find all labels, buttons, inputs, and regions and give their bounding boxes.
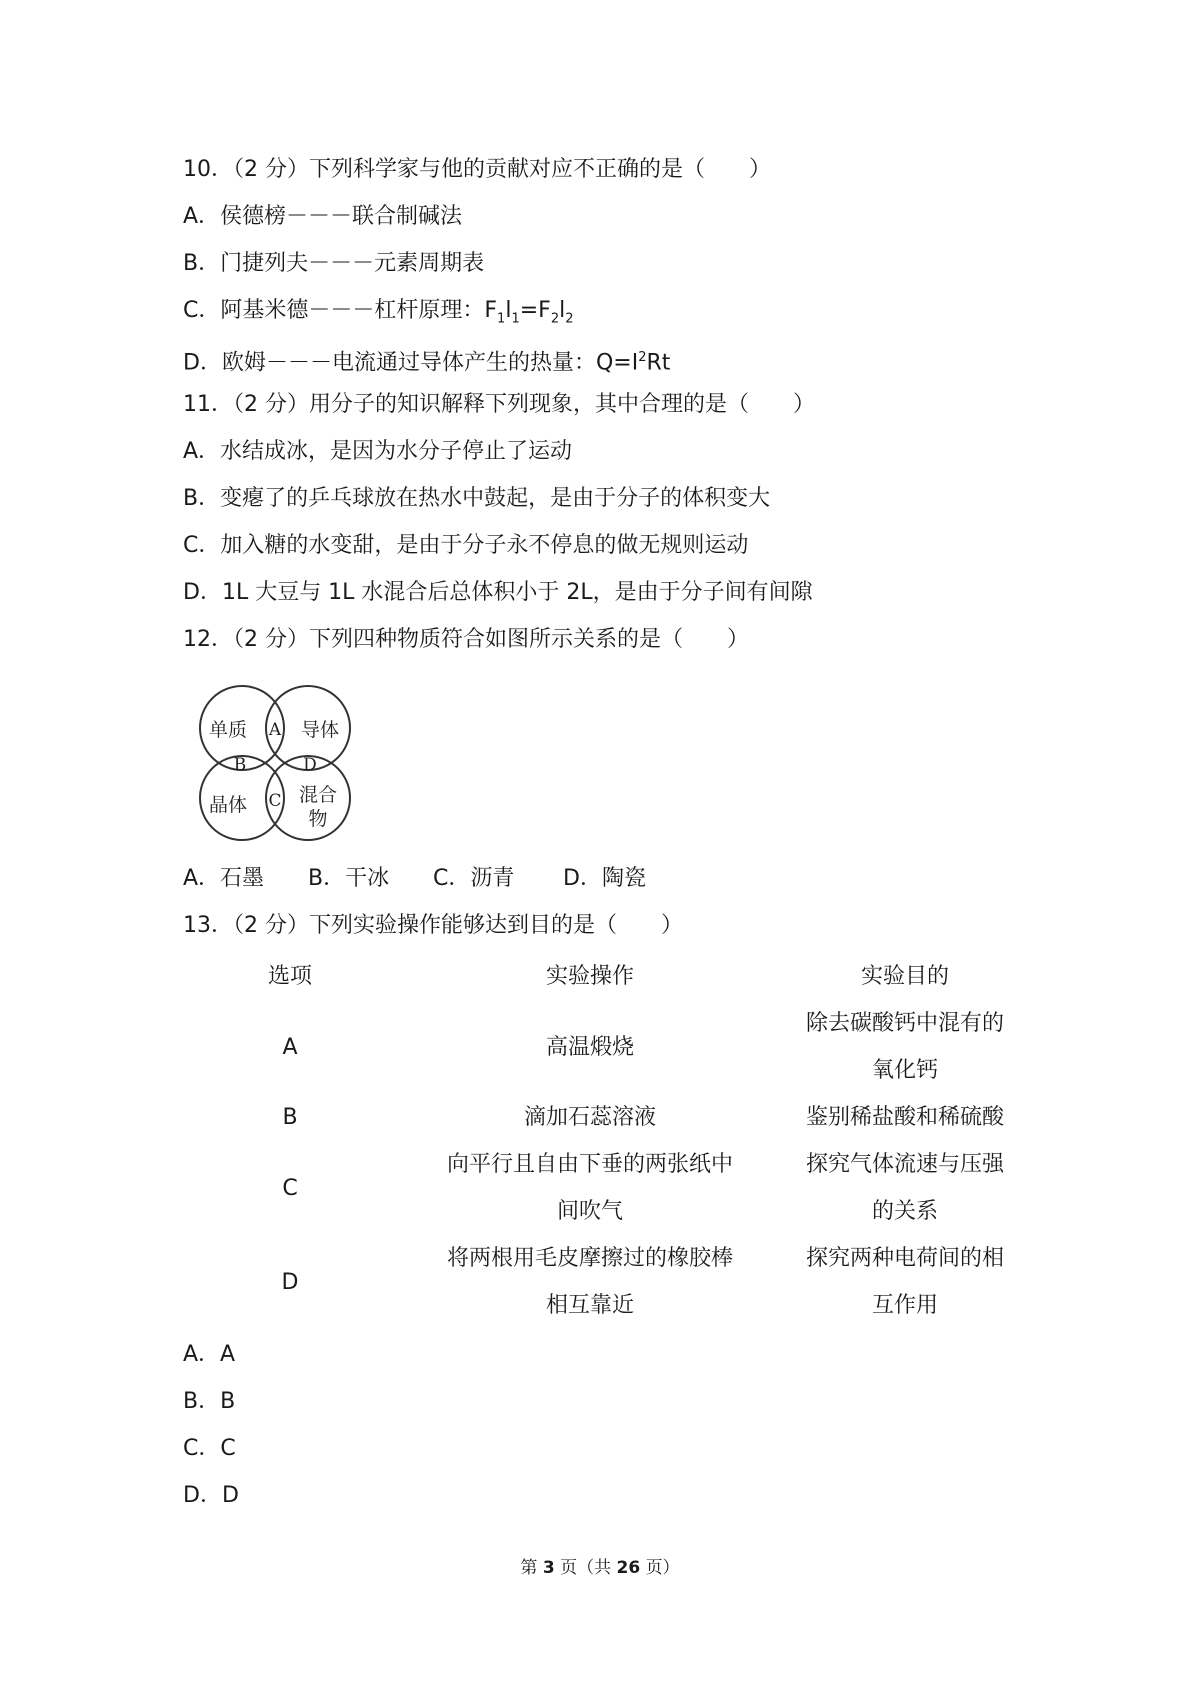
table-row-c-goal-2: 的关系 (871, 1199, 938, 1224)
venn-diagram (190, 683, 370, 843)
table-row-d-operation-2: 相互靠近 (545, 1293, 634, 1318)
q12-stem: 12．（2 分）下列四种物质符合如图所示关系的是（ ） (183, 627, 749, 652)
q11-option-a: A．水结成冰，是因为水分子停止了运动 (183, 439, 573, 464)
table-row-d-goal-2: 互作用 (871, 1293, 938, 1318)
venn-region-b: B (233, 755, 247, 775)
q10-option-b: B．门捷列夫－－－元素周期表 (183, 251, 485, 276)
q12-options (183, 864, 646, 894)
table-row-a-option: A (282, 1035, 298, 1060)
table-row-a-goal-1: 除去碳酸钙中混有的 (805, 1011, 1004, 1036)
table-row-d-operation-1: 将两根用毛皮摩擦过的橡胶棒 (446, 1246, 733, 1271)
q11-option-d: D．1L 大豆与 1L 水混合后总体积小于 2L，是由于分子间有间隙 (183, 580, 813, 605)
venn-label-mixture-1: 混合 (298, 784, 338, 806)
venn-region-a: A (268, 720, 282, 740)
table-row-a-operation: 高温煅烧 (545, 1035, 634, 1060)
q12-option-b: B．干冰 (308, 866, 390, 891)
q13-stem: 13．（2 分）下列实验操作能够达到目的是（ ） (183, 913, 683, 938)
venn-label-element: 单质 (208, 719, 248, 741)
q11-stem: 11．（2 分）用分子的知识解释下列现象，其中合理的是（ ） (183, 392, 815, 417)
q10-option-c: C．阿基米德－－－杠杆原理：$F_1l_1=F_2l_2$ (183, 298, 574, 327)
total-pages: 26 (616, 1558, 641, 1578)
q10-option-a: A．侯德榜－－－联合制碱法 (183, 204, 463, 229)
q10-option-d: D．欧姆－－－电流通过导体产生的热量：$Q=I^2Rt$ (183, 350, 671, 376)
page-footer: 第 3 页（共 26 页） (520, 1558, 680, 1578)
table-row-c-option: C (282, 1176, 298, 1201)
q13-answer-b: B．B (183, 1389, 236, 1414)
q13-answer-a: A．A (183, 1342, 236, 1367)
table-row-c-operation-2: 间吹气 (556, 1199, 623, 1224)
table-row-a-goal-2: 氧化钙 (871, 1058, 938, 1083)
table-row-b-option: B (282, 1105, 298, 1130)
q11-option-c: C．加入糖的水变甜，是由于分子永不停息的做无规则运动 (183, 533, 749, 558)
table-row-c-operation-1: 向平行且自由下垂的两张纸中 (446, 1152, 733, 1177)
venn-label-mixture-2: 物 (308, 808, 328, 830)
table-row-d-option: D (281, 1270, 299, 1295)
q11-option-b: B．变瘪了的乒乓球放在热水中鼓起，是由于分子的体积变大 (183, 486, 771, 511)
table-row-d-goal-1: 探究两种电荷间的相 (805, 1246, 1004, 1271)
table-header-option: 选项 (267, 964, 312, 989)
q10-stem: 10．（2 分）下列科学家与他的贡献对应不正确的是（ ） (183, 157, 771, 182)
table-header-goal: 实验目的 (860, 964, 949, 989)
venn-region-c: C (268, 791, 282, 811)
venn-label-crystal: 晶体 (208, 794, 248, 816)
q12-option-c: C．沥青 (433, 866, 515, 891)
q13-answer-c: C．C (183, 1436, 236, 1461)
venn-label-conductor: 导体 (300, 719, 340, 741)
current-page: 3 (542, 1558, 555, 1578)
q12-option-d: D．陶瓷 (563, 866, 646, 891)
table-row-b-goal: 鉴别稀盐酸和稀硫酸 (805, 1105, 1004, 1130)
table-row-b-operation: 滴加石蕊溶液 (523, 1105, 656, 1130)
table-header-operation: 实验操作 (545, 964, 634, 989)
q13-answer-d: D．D (183, 1483, 239, 1508)
venn-region-d: D (303, 755, 317, 775)
q12-option-a: A．石墨 (183, 866, 265, 891)
table-row-c-goal-1: 探究气体流速与压强 (805, 1152, 1004, 1177)
